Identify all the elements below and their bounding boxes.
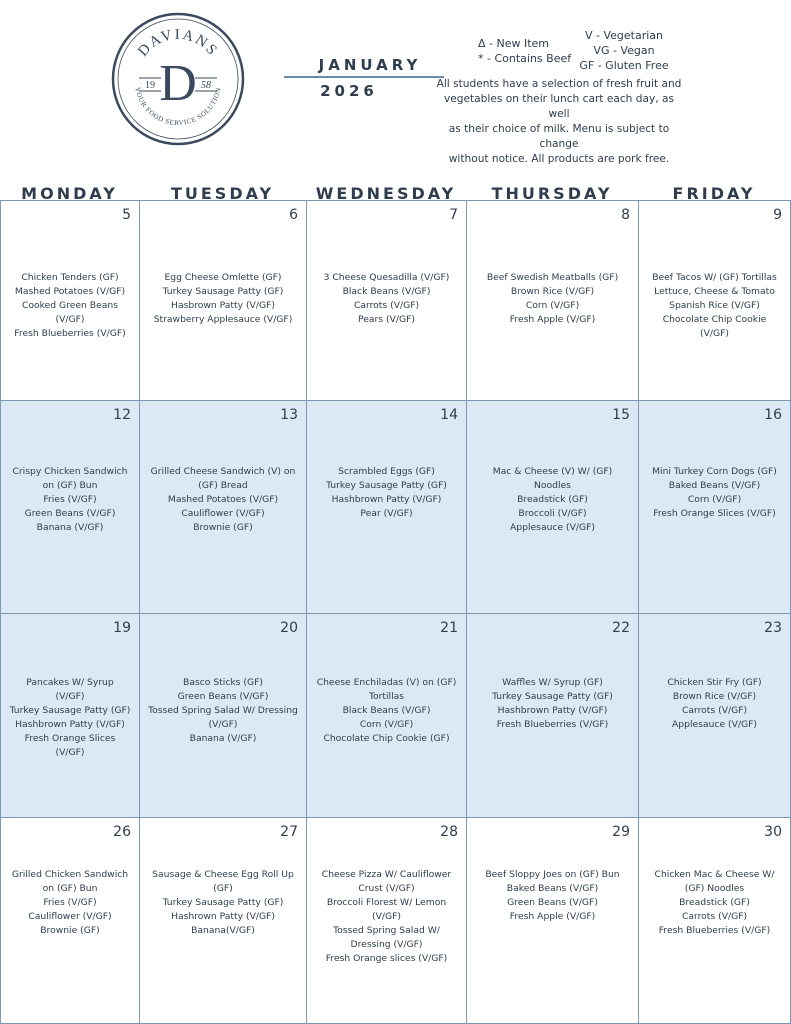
menu-item: Turkey Sausage Patty (GF): [9, 705, 131, 716]
menu-item: (V/GF): [55, 747, 85, 758]
header-divider: [284, 76, 444, 78]
calendar-day-monday: [0, 400, 140, 614]
menu-item: 3 Cheese Quesadilla (V/GF): [323, 272, 450, 283]
menu-item: Fresh Blueberries (V/GF): [658, 925, 771, 936]
logo-name: DAVIANS: [135, 26, 222, 60]
calendar-day-friday: [638, 200, 791, 401]
menu-item: Hashrown Patty (V/GF): [171, 911, 275, 922]
legend-new-item: Δ - New Item: [478, 37, 550, 50]
day-number: 26: [113, 824, 131, 840]
menu-item: Dressing (V/GF): [350, 939, 423, 950]
day-number: 19: [113, 620, 131, 636]
legend-diet-codes: [575, 28, 673, 73]
menu-item: Grilled Cheese Sandwich (V) on: [150, 466, 296, 477]
day-menu: [3, 271, 137, 341]
logo-seal: [111, 12, 245, 146]
disclaimer-line: All students have a selection of fresh fruit and: [436, 78, 682, 90]
menu-item: Fries (V/GF): [43, 897, 97, 908]
menu-item: (GF): [213, 883, 233, 894]
menu-item: Tortillas: [368, 691, 405, 702]
menu-item: Cheese Pizza W/ Cauliflower: [321, 869, 452, 880]
day-menu: [142, 676, 304, 746]
menu-item: Cheese Enchiladas (V) on (GF): [316, 677, 457, 688]
day-number: 12: [113, 407, 131, 423]
menu-item: Banana (V/GF): [189, 733, 257, 744]
menu-item: Mashed Potatoes (V/GF): [167, 494, 279, 505]
day-number: 29: [612, 824, 630, 840]
menu-item: Hashbrown Patty (V/GF): [15, 719, 125, 730]
disclaimer-line: vegetables on their lunch cart each day, as well: [444, 93, 674, 120]
day-number: 23: [764, 620, 782, 636]
day-number: 5: [122, 207, 131, 223]
davians-logo: [111, 12, 245, 146]
calendar-day-friday: [638, 400, 791, 614]
menu-item: Mashed Potatoes (V/GF): [14, 286, 126, 297]
menu-item: Fresh Orange Slices: [24, 733, 116, 744]
day-number: 22: [612, 620, 630, 636]
day-number: 27: [280, 824, 298, 840]
menu-item: Mac & Cheese (V) W/ (GF): [492, 466, 613, 477]
menu-item: Turkey Sausage Patty (GF): [492, 691, 613, 702]
menu-item: Baked Beans (V/GF): [668, 480, 761, 491]
menu-item: Hasbrown Patty (V/GF): [171, 300, 275, 311]
calendar-day-wednesday: [306, 200, 467, 401]
day-header-friday: FRIDAY: [672, 184, 756, 203]
menu-item: Brown Rice (V/GF): [672, 691, 757, 702]
menu-item: Hashbrown Patty (V/GF): [331, 494, 442, 505]
day-number: 30: [764, 824, 782, 840]
menu-item: Tossed Spring Salad W/ Dressing: [148, 705, 298, 716]
legend-gluten-free: GF - Gluten Free: [579, 59, 669, 72]
menu-item: Crispy Chicken Sandwich: [12, 466, 128, 477]
day-header-wednesday: WEDNESDAY: [315, 184, 457, 203]
day-menu: [641, 465, 788, 521]
menu-item: (GF) Bread: [198, 480, 248, 491]
menu-item: Black Beans (V/GF): [342, 286, 431, 297]
day-number: 6: [289, 207, 298, 223]
day-number: 15: [612, 407, 630, 423]
menu-item: Fries (V/GF): [43, 494, 97, 505]
calendar-day-tuesday: [139, 200, 307, 401]
menu-item: Strawberry Applesauce (V/GF): [153, 314, 293, 325]
menu-item: Breadstick (GF): [679, 897, 750, 908]
day-menu: [641, 271, 788, 341]
menu-item: Basco Sticks (GF): [183, 677, 263, 688]
disclaimer-line: without notice. All products are pork free.: [448, 153, 670, 165]
menu-item: Cooked Green Beans: [22, 300, 118, 311]
menu-item: Carrots (V/GF): [353, 300, 420, 311]
menu-item: Fresh Apple (V/GF): [509, 911, 596, 922]
month-title: JANUARY: [318, 56, 422, 74]
day-number: 8: [621, 207, 630, 223]
menu-item: Pancakes W/ Syrup: [26, 677, 114, 688]
menu-item: Baked Beans (V/GF): [506, 883, 599, 894]
menu-item: Cauliflower (V/GF): [181, 508, 265, 519]
day-menu: [641, 868, 788, 938]
legend-vegetarian: V - Vegetarian: [584, 29, 664, 42]
menu-item: (V/GF): [700, 328, 729, 339]
menu-item: Chicken Stir Fry (GF): [667, 677, 762, 688]
calendar-day-thursday: [466, 817, 639, 1024]
calendar-day-tuesday: [139, 817, 307, 1024]
calendar-day-monday: [0, 200, 140, 401]
menu-item: (V/GF): [372, 911, 401, 922]
menu-item: Brownie (GF): [193, 522, 253, 533]
menu-item: Brownie (GF): [40, 925, 100, 936]
calendar-day-friday: [638, 613, 791, 818]
day-menu: [142, 465, 304, 535]
day-menu: [309, 465, 464, 521]
disclaimer-line: as their choice of milk. Menu is subject to change: [448, 123, 670, 150]
menu-item: Carrots (V/GF): [681, 911, 748, 922]
menu-item: Waffles W/ Syrup (GF): [502, 677, 603, 688]
menu-item: Green Beans (V/GF): [177, 691, 269, 702]
logo-initial: D: [159, 55, 197, 112]
menu-calendar-grid: [0, 200, 791, 1023]
menu-disclaimer: [433, 77, 685, 167]
menu-item: Applesauce (V/GF): [510, 522, 595, 533]
day-menu: [142, 868, 304, 938]
menu-item: Fresh Orange slices (V/GF): [325, 953, 448, 964]
menu-item: Turkey Sausage Patty (GF): [326, 480, 447, 491]
calendar-day-thursday: [466, 200, 639, 401]
calendar-day-monday: [0, 817, 140, 1024]
menu-item: Green Beans (V/GF): [24, 508, 116, 519]
menu-item: Applesauce (V/GF): [672, 719, 757, 730]
day-header-thursday: THURSDAY: [491, 184, 613, 203]
year-title: 2026: [320, 82, 378, 100]
menu-item: (GF) Noodles: [684, 883, 745, 894]
logo-year-right: 58: [201, 80, 211, 91]
menu-item: Brown Rice (V/GF): [510, 286, 595, 297]
day-number: 13: [280, 407, 298, 423]
day-number: 21: [440, 620, 458, 636]
legend-contains-beef: * - Contains Beef: [478, 52, 572, 65]
menu-item: Green Beans (V/GF): [507, 897, 598, 908]
day-number: 14: [440, 407, 458, 423]
calendar-day-friday: [638, 817, 791, 1024]
menu-item: Fresh Apple (V/GF): [509, 314, 596, 325]
menu-item: Carrots (V/GF): [681, 705, 748, 716]
menu-item: Grilled Chicken Sandwich: [11, 869, 129, 880]
menu-item: Lettuce, Cheese & Tomato: [654, 286, 775, 297]
day-menu: [469, 868, 636, 924]
day-menu: [3, 676, 137, 760]
calendar-day-thursday: [466, 613, 639, 818]
day-menu: [309, 676, 464, 746]
menu-item: Corn (V/GF): [687, 494, 742, 505]
calendar-day-wednesday: [306, 817, 467, 1024]
menu-item: Pear (V/GF): [360, 508, 413, 519]
menu-item: Banana(V/GF): [191, 925, 255, 936]
day-menu: [309, 271, 464, 327]
day-menu: [3, 868, 137, 938]
menu-item: Turkey Sausage Patty (GF): [162, 286, 284, 297]
menu-item: Beef Sloppy Joes on (GF) Bun: [485, 869, 620, 880]
menu-item: Beef Swedish Meatballs (GF): [486, 272, 619, 283]
menu-item: Broccoli (V/GF): [518, 508, 587, 519]
day-menu: [469, 676, 636, 732]
menu-item: Spanish Rice (V/GF): [669, 300, 760, 311]
menu-item: Chocolate Chip Cookie: [662, 314, 767, 325]
calendar-day-tuesday: [139, 400, 307, 614]
menu-item: Broccoli Florest W/ Lemon: [326, 897, 447, 908]
menu-item: Black Beans (V/GF): [342, 705, 431, 716]
menu-item: Noodles: [534, 480, 571, 491]
menu-item: (V/GF): [55, 691, 85, 702]
day-header-monday: MONDAY: [21, 184, 118, 203]
legend-symbols: [478, 36, 578, 66]
menu-item: Chocolate Chip Cookie (GF): [323, 733, 450, 744]
menu-item: (V/GF): [208, 719, 238, 730]
day-menu: [3, 465, 137, 535]
menu-item: Chicken Mac & Cheese W/: [654, 869, 775, 880]
day-menu: [641, 676, 788, 732]
menu-item: Cauliflower (V/GF): [28, 911, 112, 922]
menu-item: Breadstick (GF): [517, 494, 588, 505]
menu-item: Scrambled Eggs (GF): [338, 466, 435, 477]
day-number: 7: [449, 207, 458, 223]
day-menu: [469, 271, 636, 327]
menu-item: (V/GF): [55, 314, 85, 325]
legend-vegan: VG - Vegan: [593, 44, 655, 57]
menu-item: Mini Turkey Corn Dogs (GF): [652, 466, 777, 477]
menu-item: Fresh Blueberries (V/GF): [14, 328, 126, 339]
logo-tagline: YOUR FOOD SERVICE SOLUTION: [133, 86, 223, 128]
menu-item: Crust (V/GF): [358, 883, 415, 894]
menu-item: Banana (V/GF): [36, 522, 104, 533]
menu-item: Hashbrown Patty (V/GF): [497, 705, 608, 716]
menu-item: Turkey Sausage Patty (GF): [162, 897, 284, 908]
day-number: 20: [280, 620, 298, 636]
calendar-day-tuesday: [139, 613, 307, 818]
logo-year-left: 19: [145, 80, 155, 91]
day-menu: [142, 271, 304, 327]
day-number: 16: [764, 407, 782, 423]
menu-item: Corn (V/GF): [359, 719, 414, 730]
menu-item: Tossed Spring Salad W/: [333, 925, 440, 936]
calendar-day-wednesday: [306, 613, 467, 818]
day-header-tuesday: TUESDAY: [170, 184, 275, 203]
menu-item: Chicken Tenders (GF): [21, 272, 119, 283]
menu-item: Fresh Orange Slices (V/GF): [653, 508, 776, 519]
menu-item: Egg Cheese Omlette (GF): [164, 272, 282, 283]
menu-item: on (GF) Bun: [42, 480, 98, 491]
day-number: 28: [440, 824, 458, 840]
menu-item: Sausage & Cheese Egg Roll Up: [152, 869, 294, 880]
calendar-day-monday: [0, 613, 140, 818]
calendar-day-thursday: [466, 400, 639, 614]
menu-item: Fresh Blueberries (V/GF): [496, 719, 609, 730]
menu-item: Beef Tacos W/ (GF) Tortillas: [652, 272, 777, 283]
day-menu: [469, 465, 636, 535]
day-number: 9: [773, 207, 782, 223]
calendar-day-wednesday: [306, 400, 467, 614]
menu-item: Pears (V/GF): [358, 314, 415, 325]
menu-item: Corn (V/GF): [525, 300, 580, 311]
menu-item: on (GF) Bun: [42, 883, 98, 894]
day-menu: [309, 868, 464, 966]
